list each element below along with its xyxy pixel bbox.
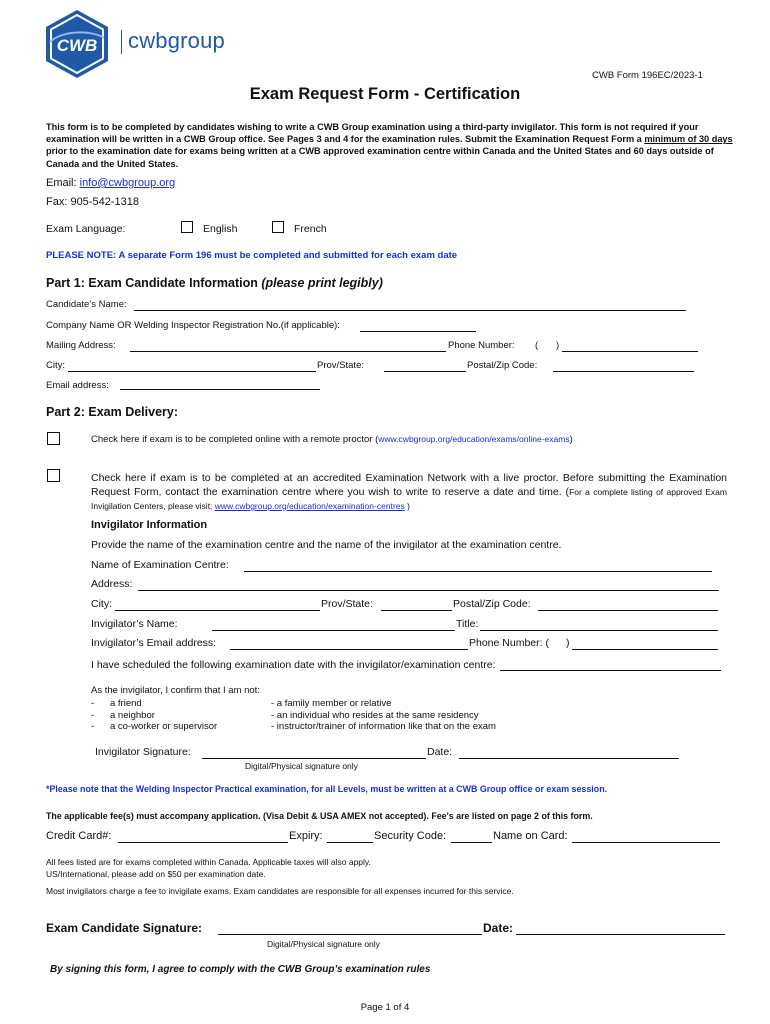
confirm-dash-2: - [91,710,95,721]
fax-line: Fax: 905-542-1318 [46,196,139,208]
centre-name-field[interactable] [244,571,712,572]
french-checkbox[interactable] [272,221,284,233]
candidate-date-field[interactable] [516,934,725,935]
city-field[interactable] [68,371,316,372]
english-checkbox[interactable] [181,221,193,233]
phone-close: ) [556,340,560,351]
candidate-name-field[interactable] [134,310,686,311]
name-on-card-field[interactable] [572,842,720,843]
invig-email-label: Invigilator’s Email address: [91,637,217,649]
email-address-field[interactable] [120,389,320,390]
security-code-field[interactable] [451,842,492,843]
page-title: Exam Request Form - Certification [249,85,521,103]
confirm-item-friend: a friend [110,698,142,709]
city-label: City: [46,360,65,371]
name-on-card-label: Name on Card: [493,830,568,842]
page-number: Page 1 of 4 [360,1002,410,1013]
candidate-name-label: Candidate’s Name: [46,299,127,310]
invig-title-label: Title: [456,618,479,630]
cwb-logo-badge [42,8,112,80]
french-label: French [294,223,327,235]
invig-city-field[interactable] [115,610,320,611]
invig-phone-close: ) [566,637,570,649]
confirm-dash-3: - [91,721,95,732]
confirm-dash-1: - [91,698,95,709]
company-label: Company Name OR Welding Inspector Registration No.(if applicable): [46,320,340,331]
security-code-label: Security Code: [374,830,447,842]
fees-note-2: US/International, please add on $50 per examination date. [46,869,266,879]
expiry-label: Expiry: [289,830,323,842]
postal-label: Postal/Zip Code: [467,360,538,371]
invig-phone-label: Phone Number: ( [469,637,549,649]
agree-statement: By signing this form, I agree to comply with the CWB Group’s examination rules [50,964,431,975]
credit-card-field[interactable] [118,842,288,843]
practical-note: *Please note that the Welding Inspector Practical examination, for all Levels, must be written at a CWB Group office or exam session. [46,784,608,794]
invigilator-heading: Invigilator Information [91,519,208,531]
form-number: CWB Form 196EC/2023-1 [592,70,703,81]
mailing-field[interactable] [130,351,446,352]
phone-label: Phone Number: [448,340,515,351]
invig-signature-field[interactable] [202,758,426,759]
invig-date-label: Date: [427,746,453,758]
phone-field[interactable] [562,351,698,352]
centre-name-label: Name of Examination Centre: [91,559,229,571]
fees-note-1: All fees listed are for exams completed within Canada. Applicable taxes will also apply. [46,857,371,867]
prov-field[interactable] [384,371,466,372]
invig-name-field[interactable] [212,630,455,631]
online-exams-link[interactable]: www.cwbgroup.org/education/exams/online-exams [378,434,570,444]
fees-note-3: Most invigilators charge a fee to invigilate exams. Exam candidates are responsible for all expenses incurred for this service. [46,886,514,896]
confirm-text: As the invigilator, I confirm that I am not: [91,685,260,696]
svg-text:CWB: CWB [56,36,98,55]
expiry-field[interactable] [327,842,373,843]
candidate-sig-caption: Digital/Physical signature only [267,939,380,949]
exam-network-text: Check here if exam is to be completed at an accredited Examination Network with a live proctor. Before submitting the Examination Request Form, contact the examination centre where you wish to write to reserve a date and time. (For a complete listing of approved Exam Invigilation Centers, please visit: www.cwbgroup.org/education/examination-centres ) [91,472,727,511]
candidate-date-label: Date: [483,921,514,935]
invig-postal-field[interactable] [538,610,718,611]
invig-signature-label: Invigilator Signature: [95,746,191,758]
scheduled-label: I have scheduled the following examination date with the invigilator/examination centre: [91,659,496,671]
prov-label: Prov/State: [317,360,364,371]
invig-prov-field[interactable] [381,610,452,611]
address-label: Address: [91,578,133,590]
cwb-logo [42,8,112,80]
invig-name-label: Invigilator’s Name: [91,618,178,630]
confirm-item-neighbor: a neighbor [110,710,155,721]
online-proctor-checkbox[interactable] [47,432,60,445]
invigilator-provide: Provide the name of the examination centre and the name of the invigilator at the examination centre. [91,539,562,551]
online-proctor-text: Check here if exam is to be completed online with a remote proctor (www.cwbgroup.org/education/exams/online-exams) [91,434,573,445]
credit-card-label: Credit Card#: [46,830,112,842]
scheduled-date-field[interactable] [500,670,721,671]
email-line: Email: info@cwbgroup.org [46,177,176,189]
english-label: English [203,223,238,235]
email-address-label: Email address: [46,380,109,391]
mailing-label: Mailing Address: [46,340,116,351]
invig-city-label: City: [91,598,112,610]
exam-network-checkbox[interactable] [47,469,60,482]
confirm-item-family: - a family member or relative [271,698,392,709]
invig-postal-label: Postal/Zip Code: [453,598,531,610]
address-field[interactable] [138,590,719,591]
part1-heading: Part 1: Exam Candidate Information (please print legibly) [46,276,383,290]
examination-centres-link[interactable]: www.cwbgroup.org/education/examination-centres [214,501,405,511]
invig-title-field[interactable] [480,630,718,631]
candidate-signature-label: Exam Candidate Signature: [46,921,203,935]
fees-accompany: The applicable fee(s) must accompany application. (Visa Debit & USA AMEX not accepted). Fee's are listed on page 2 of this form. [46,811,593,821]
part2-heading: Part 2: Exam Delivery: [46,405,179,419]
phone-open: ( [535,340,539,351]
invig-phone-field[interactable] [572,649,718,650]
candidate-signature-field[interactable] [218,934,482,935]
email-link[interactable]: info@cwbgroup.org [79,177,176,189]
company-field[interactable] [360,331,476,332]
invig-date-field[interactable] [459,758,679,759]
confirm-item-instructor: - instructor/trainer of information like that on the exam [271,721,496,732]
brand-name: cwbgroup [128,28,225,53]
invig-email-field[interactable] [230,649,468,650]
postal-field[interactable] [553,371,694,372]
confirm-item-residence: - an individual who resides at the same residency [271,710,479,721]
exam-language-label: Exam Language: [46,223,126,235]
logo-divider [121,30,122,54]
invig-prov-label: Prov/State: [321,598,373,610]
invig-sig-caption: Digital/Physical signature only [245,761,358,771]
confirm-item-coworker: a co-worker or supervisor [110,721,218,732]
intro-paragraph: This form is to be completed by candidates wishing to write a CWB Group examination using a third-party invigilator. This form is not required if your examination will be written in a CWB Group office. See Pages 3 and 4 for the examination rules. Submit the Examination Request Form a minimum of 30 days prior to the examination date for exams being written at a CWB approved examination centre within Canada and the United States and 60 days outside of Canada and the United States. [46,122,733,169]
please-note: PLEASE NOTE: A separate Form 196 must be completed and submitted for each exam date [46,250,458,261]
